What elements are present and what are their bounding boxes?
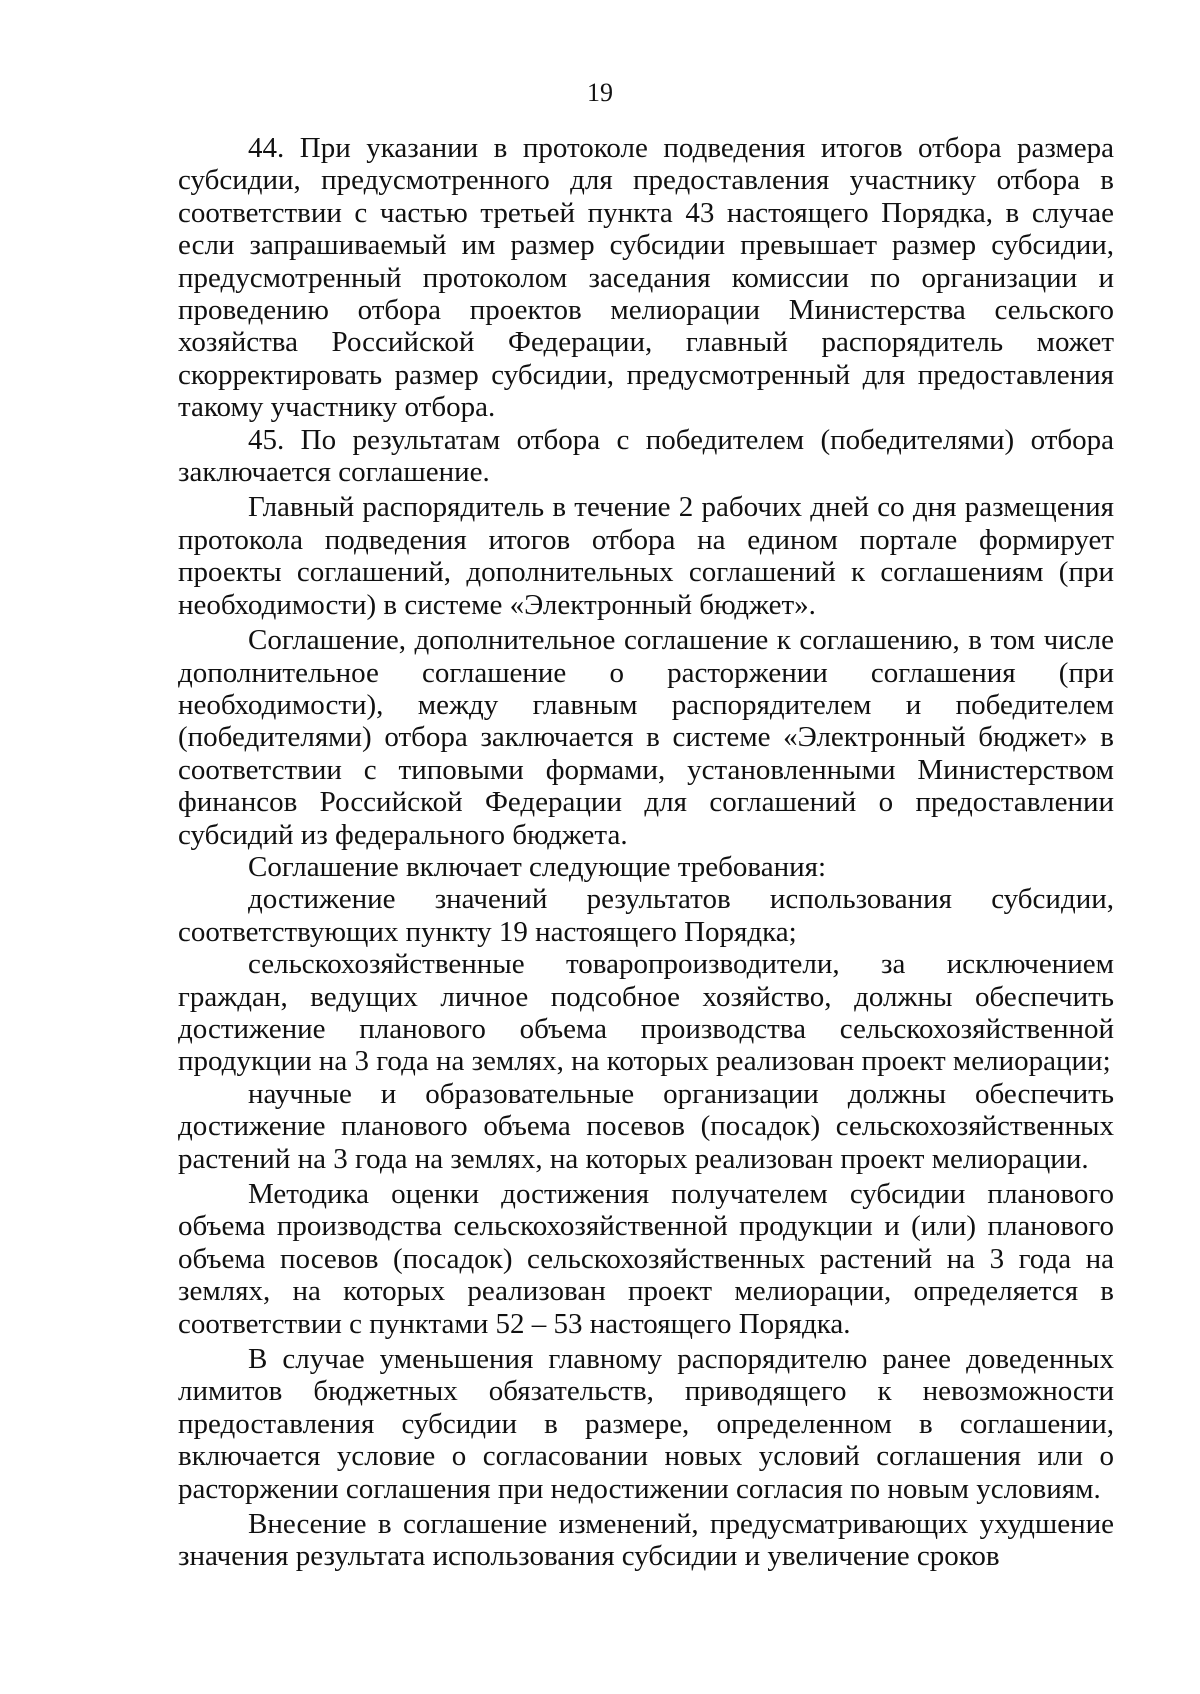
paragraph-requirement-producers: сельскохозяйственные товаропроизводители, за исключением граждан, ведущих личное подсобное хозяйство, должны обеспечить достижение планового объема производства сельскохозяйственной продукции на 3 года на землях, на которых реализован проект мелиорации; [178, 948, 1114, 1078]
paragraph-requirement-organizations: научные и образовательные организации должны обеспечить достижение планового объема посевов (посадок) сельскохозяйственных растений на 3 года на землях, на которых реализован проект мелиорации. [178, 1077, 1114, 1175]
paragraph-methodology: Методика оценки достижения получателем субсидии планового объема производства сельскохозяйственной продукции и (или) планового объема посевов (посадок) сельскохозяйственных растений на 3 года на землях, на которых реализован проект мелиорации, определяется в соответствии с пунктами 52 – 53 настоящего Порядка. [178, 1178, 1114, 1340]
paragraph-amendments: Внесение в соглашение изменений, предусматривающих ухудшение значения результата использования субсидии и увеличение сроков [178, 1508, 1114, 1573]
page-number: 19 [587, 78, 613, 107]
paragraph-draft-agreements: Главный распорядитель в течение 2 рабочих дней со дня размещения протокола подведения итогов отбора на едином портале формирует проекты соглашений, дополнительных соглашений к соглашениям (при необходимости) в системе «Электронный бюджет». [178, 491, 1114, 621]
paragraph-limits-reduction: В случае уменьшения главному распорядителю ранее доведенных лимитов бюджетных обязательств, приводящего к невозможности предоставления субсидии в размере, определенном в соглашении, включается условие о согласовании новых условий соглашения или о расторжении соглашения при недостижении согласия по новым условиям. [178, 1343, 1114, 1505]
paragraph-44: 44. При указании в протоколе подведения итогов отбора размера субсидии, предусмотренного для предоставления участнику отбора в соответствии с частью третьей пункта 43 настоящего Порядка, в случае если запрашиваемый им размер субсидии превышает размер субсидии, предусмотренный протоколом заседания комиссии по организации и проведению отбора проектов мелиорации Министерства сельского хозяйства Российской Федерации, главный распорядитель может скорректировать размер субсидии, предусмотренный для предоставления такому участнику отбора. [178, 132, 1114, 424]
paragraph-agreement-conclusion: Соглашение, дополнительное соглашение к соглашению, в том числе дополнительное соглашение о расторжении соглашения (при необходимости), между главным распорядителем и победителем (победителями) отбора заключается в системе «Электронный бюджет» в соответствии с типовыми формами, установленными Министерством финансов Российской Федерации для соглашений о предоставлении субсидий из федерального бюджета. [178, 624, 1114, 851]
paragraph-requirements-intro: Соглашение включает следующие требования: [248, 850, 827, 883]
document-body [178, 132, 1114, 1573]
paragraph-requirement-results: достижение значений результатов использования субсидии, соответствующих пункту 19 настоящего Порядка; [178, 883, 1114, 948]
paragraph-45: 45. По результатам отбора с победителем (победителями) отбора заключается соглашение. [178, 423, 1114, 489]
